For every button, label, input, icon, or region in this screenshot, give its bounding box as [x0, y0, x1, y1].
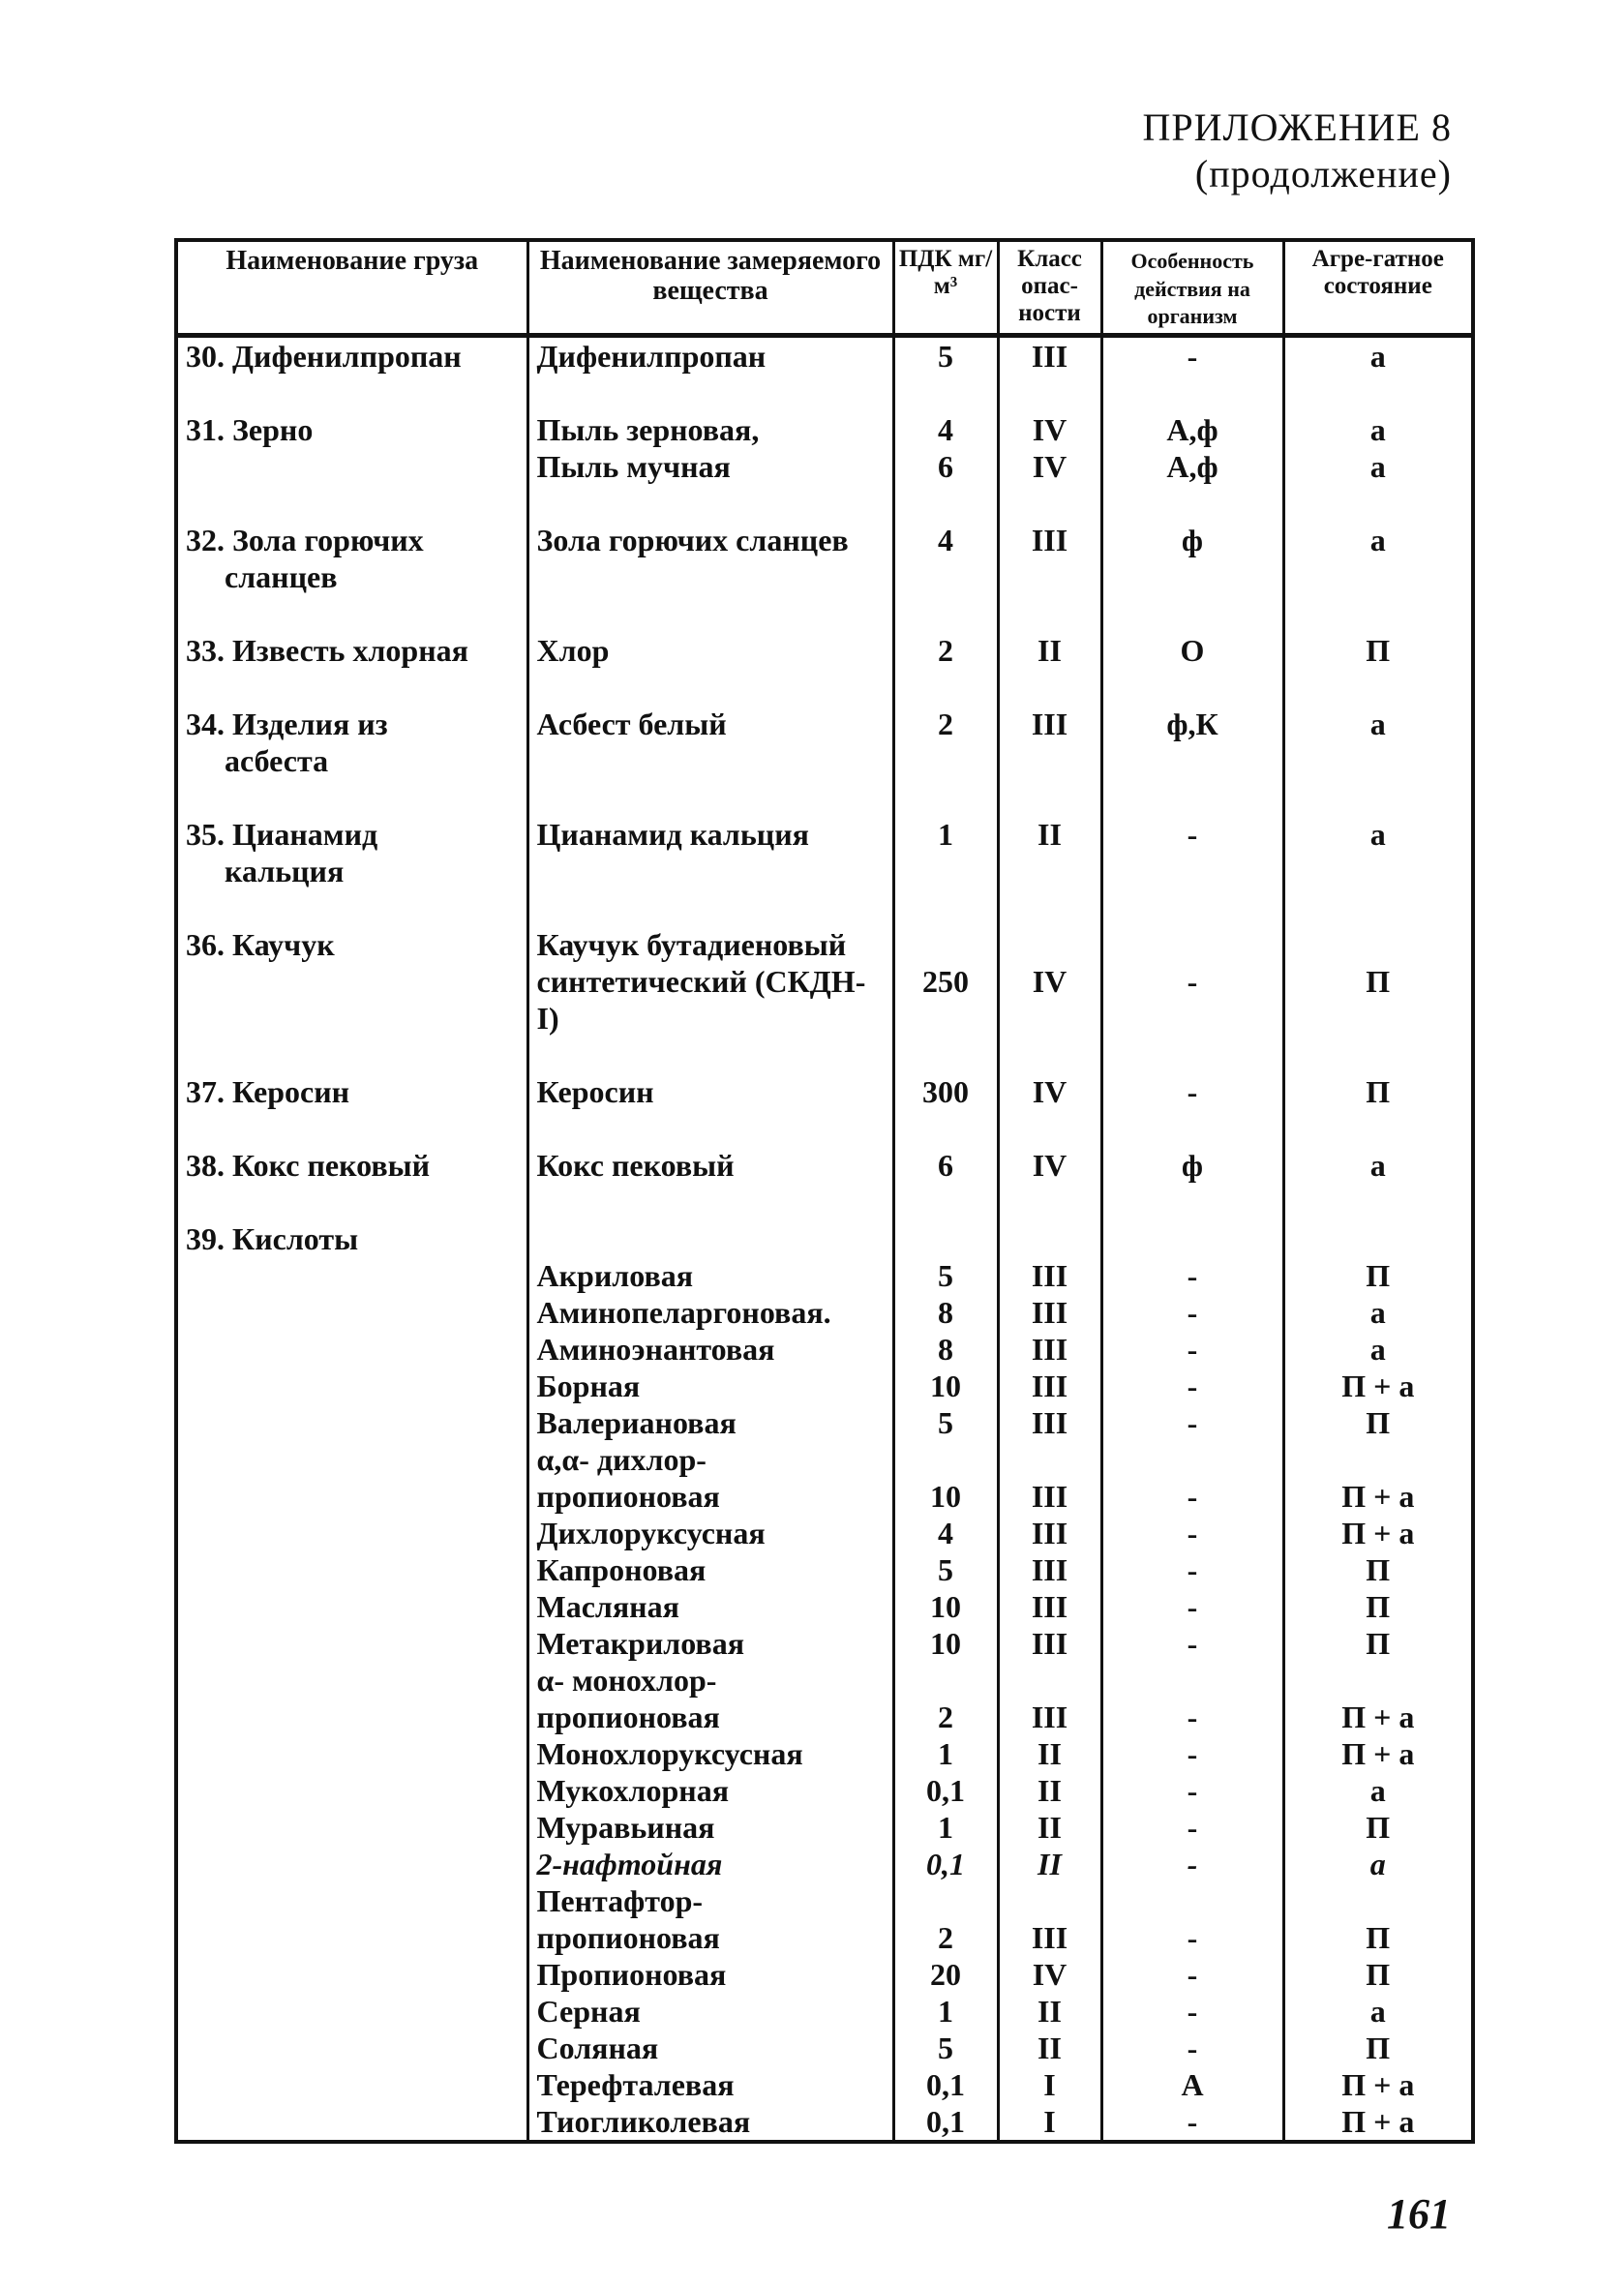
cargo-name-cell	[176, 1147, 527, 1220]
substance-name-cell	[527, 926, 893, 1073]
aggregate-state: П	[1366, 2030, 1391, 2065]
pdk-value-cell	[893, 1220, 998, 2142]
hazard-class: III	[1031, 1588, 1068, 1624]
hazard-class: IV	[1032, 1147, 1068, 1183]
table-row	[176, 335, 1473, 411]
cargo-name-cell	[176, 632, 527, 706]
hazard-class-cell	[998, 632, 1101, 706]
pdk-value-cell	[893, 1147, 998, 1220]
table-row	[176, 926, 1473, 1073]
substance-name: Пропионовая	[536, 1956, 727, 1992]
aggregate-state: а	[1369, 1846, 1386, 1881]
effect-value: ф	[1181, 1147, 1204, 1183]
aggregate-state-cell	[1283, 1220, 1473, 2142]
aggregate-state: П	[1366, 963, 1391, 999]
substance-name-cell	[527, 411, 893, 522]
effect-value: -	[1187, 1846, 1198, 1881]
aggregate-state: П + а	[1341, 1735, 1415, 1771]
aggregate-state: а	[1369, 1294, 1386, 1330]
pdk-value: 1	[938, 816, 953, 852]
pdk-value: 8	[938, 1294, 953, 1330]
effect-value: -	[1187, 1404, 1198, 1440]
aggregate-state: а	[1369, 448, 1386, 484]
pdk-value: 10	[930, 1625, 961, 1661]
effect-value: -	[1187, 1956, 1198, 1992]
substance-name: Каучук бутадиеновый синтетический (СКДН-I)	[536, 926, 866, 1036]
page-number: 161	[1387, 2190, 1451, 2238]
pdk-value: 4	[938, 411, 953, 447]
effect-value: -	[1187, 1699, 1198, 1734]
cargo-name-cell	[176, 411, 527, 522]
table-row	[176, 1220, 1473, 2142]
pdk-value: 1	[938, 1993, 953, 2029]
effect-value: ф,К	[1166, 706, 1218, 741]
pdk-value: 4	[938, 1515, 953, 1550]
hazard-class: III	[1031, 1368, 1068, 1403]
effect-value-cell	[1101, 706, 1283, 816]
hazard-class: III	[1031, 1478, 1068, 1514]
aggregate-state: П	[1366, 632, 1391, 668]
effect-value: -	[1187, 1515, 1198, 1550]
pdk-value: 10	[930, 1368, 961, 1403]
substance-name: Асбест белый	[536, 706, 727, 741]
aggregate-state: а	[1369, 1993, 1386, 2029]
cargo-name: 33. Известь хлорная	[186, 632, 468, 668]
substance-name: Борная	[536, 1368, 641, 1403]
aggregate-state: П + а	[1341, 1699, 1415, 1734]
pdk-value: 0,1	[926, 2103, 965, 2139]
aggregate-state: а	[1369, 411, 1386, 447]
effect-value: -	[1187, 1625, 1198, 1661]
hazard-class-cell	[998, 1220, 1101, 2142]
substance-name: Тиогликолевая	[536, 2103, 751, 2139]
hazard-class: III	[1031, 522, 1068, 557]
pdk-value-cell	[893, 706, 998, 816]
hazard-class: II	[1038, 1993, 1062, 2029]
substance-name: Монохлоруксусная	[536, 1735, 803, 1771]
aggregate-state-cell	[1283, 706, 1473, 816]
pdk-value: 5	[938, 1551, 953, 1587]
substance-name: Дихлоруксусная	[536, 1515, 766, 1550]
effect-value: -	[1187, 1368, 1198, 1403]
effect-value: -	[1187, 2030, 1198, 2065]
aggregate-state-cell	[1283, 1147, 1473, 1220]
hazard-class: III	[1031, 1515, 1068, 1550]
hazard-class: II	[1038, 632, 1062, 668]
substance-name: Акриловая	[536, 1257, 694, 1293]
table-body	[176, 335, 1473, 2142]
effect-value: -	[1187, 1551, 1198, 1587]
cargo-name: 35. Цианамид	[186, 816, 378, 852]
substance-name: Валериановая	[536, 1404, 737, 1440]
aggregate-state: а	[1369, 1331, 1386, 1367]
substance-name: α,α- дихлор-пропионовая	[536, 1441, 720, 1514]
hazard-class: IV	[1032, 448, 1068, 484]
substance-name: Масляная	[536, 1588, 679, 1624]
hazard-class-cell	[998, 411, 1101, 522]
substance-name: Аминоэнантовая	[536, 1331, 775, 1367]
pdk-value-cell	[893, 411, 998, 522]
hazard-class: III	[1031, 1551, 1068, 1587]
substance-name: Зола горючих сланцев	[536, 522, 849, 557]
substance-name: Пыль мучная	[536, 448, 731, 484]
aggregate-state-cell	[1283, 411, 1473, 522]
table-header-row	[176, 240, 1473, 335]
pdk-value: 0,1	[926, 1846, 965, 1881]
pdk-value: 0,1	[926, 1772, 965, 1808]
substance-name-cell	[527, 335, 893, 411]
substance-name: Кокс пековый	[536, 1147, 735, 1183]
hazard-class: III	[1031, 1625, 1068, 1661]
aggregate-state: П	[1366, 1809, 1391, 1845]
hazard-class: III	[1031, 1331, 1068, 1367]
hazard-class: I	[1043, 2066, 1056, 2102]
effect-value: -	[1187, 1772, 1198, 1808]
effect-value: ф	[1181, 522, 1204, 557]
cargo-name-continuation: асбеста	[225, 742, 329, 778]
effect-value: -	[1187, 1257, 1198, 1293]
substance-name-cell	[527, 706, 893, 816]
hazard-class: II	[1038, 1735, 1062, 1771]
effect-value: -	[1187, 338, 1198, 374]
appendix-subtitle: (продолжение)	[1194, 152, 1452, 196]
hazard-class-cell	[998, 1147, 1101, 1220]
cargo-name-continuation: кальция	[225, 853, 345, 888]
aggregate-state: П	[1366, 1625, 1391, 1661]
table-row	[176, 522, 1473, 632]
col-header-substance: Наименование замеряемого вещества	[527, 240, 893, 335]
cargo-name-cell	[176, 335, 527, 411]
table-row	[176, 411, 1473, 522]
effect-value-cell	[1101, 1147, 1283, 1220]
pdk-value: 1	[938, 1809, 953, 1845]
effect-value-cell	[1101, 411, 1283, 522]
aggregate-state: П + а	[1341, 1368, 1415, 1403]
effect-value: -	[1187, 2103, 1198, 2139]
aggregate-state: П	[1366, 1588, 1391, 1624]
cargo-name: 34. Изделия из	[186, 706, 388, 741]
pdk-value: 2	[938, 706, 953, 741]
substance-name: Серная	[536, 1993, 641, 2029]
pdk-value: 250	[922, 963, 969, 999]
hazard-class-cell	[998, 706, 1101, 816]
effect-value-cell	[1101, 522, 1283, 632]
aggregate-state: П + а	[1341, 1478, 1415, 1514]
hazard-class: IV	[1032, 1073, 1068, 1109]
effect-value: -	[1187, 963, 1198, 999]
pdk-value: 10	[930, 1478, 961, 1514]
hazard-class: I	[1043, 2103, 1056, 2139]
aggregate-state-cell	[1283, 816, 1473, 926]
effect-value: О	[1180, 632, 1205, 668]
cargo-name: 36. Каучук	[186, 926, 335, 962]
aggregate-state: П + а	[1341, 2066, 1415, 2102]
col-header-effect: Особенность действия на организм	[1101, 240, 1283, 335]
pdk-value: 0,1	[926, 2066, 965, 2102]
cargo-name-cell	[176, 926, 527, 1073]
cargo-name: 38. Кокс пековый	[186, 1147, 431, 1183]
substance-name: Терефталевая	[536, 2066, 735, 2102]
table-row	[176, 816, 1473, 926]
pdk-value: 8	[938, 1331, 953, 1367]
table-row	[176, 1073, 1473, 1147]
pdk-value-cell	[893, 632, 998, 706]
pdk-value: 300	[922, 1073, 969, 1109]
effect-value: А,ф	[1166, 448, 1218, 484]
aggregate-state: П + а	[1341, 1515, 1415, 1550]
aggregate-state-cell	[1283, 522, 1473, 632]
hazard-class-cell	[998, 816, 1101, 926]
effect-value-cell	[1101, 926, 1283, 1073]
cargo-name-cell	[176, 706, 527, 816]
aggregate-state: П	[1366, 1404, 1391, 1440]
substance-name: Пыль зерновая,	[536, 411, 760, 447]
aggregate-state: а	[1369, 1772, 1386, 1808]
pdk-value: 2	[938, 1919, 953, 1955]
hazard-class: II	[1038, 816, 1062, 852]
aggregate-state: а	[1369, 1147, 1386, 1183]
aggregate-state: П	[1366, 1956, 1391, 1992]
pdk-value: 5	[938, 1404, 953, 1440]
table-row	[176, 706, 1473, 816]
col-header-pdk: ПДК мг/м³	[893, 240, 998, 335]
substance-name: Соляная	[536, 2030, 659, 2065]
substance-name: Керосин	[536, 1073, 654, 1109]
hazard-class-cell	[998, 335, 1101, 411]
hazard-class: II	[1038, 1846, 1062, 1881]
hazard-class: III	[1031, 1294, 1068, 1330]
pdk-value: 5	[938, 338, 953, 374]
substance-name-cell	[527, 816, 893, 926]
cargo-name-continuation: сланцев	[225, 558, 338, 594]
substance-name: Пентафтор-пропионовая	[536, 1882, 720, 1955]
effect-value-cell	[1101, 632, 1283, 706]
aggregate-state: П	[1366, 1919, 1391, 1955]
hazard-class-cell	[998, 926, 1101, 1073]
cargo-name-cell	[176, 1073, 527, 1147]
table-row	[176, 632, 1473, 706]
substance-name: Мукохлорная	[536, 1772, 729, 1808]
aggregate-state-cell	[1283, 926, 1473, 1073]
aggregate-state: а	[1369, 522, 1386, 557]
substance-name-cell	[527, 1220, 893, 2142]
hazard-class-cell	[998, 522, 1101, 632]
effect-value-cell	[1101, 816, 1283, 926]
hazard-class-cell	[998, 1073, 1101, 1147]
appendix-title: ПРИЛОЖЕНИЕ 8	[1142, 105, 1452, 149]
substance-name-cell	[527, 1147, 893, 1220]
pdk-value: 6	[938, 448, 953, 484]
aggregate-state: П + а	[1341, 2103, 1415, 2139]
aggregate-state: П	[1366, 1073, 1391, 1109]
pdk-value: 2	[938, 632, 953, 668]
aggregate-state: П	[1366, 1257, 1391, 1293]
hazard-class: III	[1031, 338, 1068, 374]
effect-value-cell	[1101, 335, 1283, 411]
aggregate-state: а	[1369, 816, 1386, 852]
aggregate-state-cell	[1283, 1073, 1473, 1147]
hazard-class: III	[1031, 1257, 1068, 1293]
hazard-class: III	[1031, 1699, 1068, 1734]
effect-value-cell	[1101, 1073, 1283, 1147]
hazard-class: II	[1038, 1809, 1062, 1845]
hazard-class: IV	[1032, 411, 1068, 447]
hazard-class: III	[1031, 1919, 1068, 1955]
hazard-class: IV	[1032, 963, 1068, 999]
effect-value: -	[1187, 816, 1198, 852]
effect-value: -	[1187, 1294, 1198, 1330]
pdk-value-cell	[893, 335, 998, 411]
pdk-value: 1	[938, 1735, 953, 1771]
cargo-name: 31. Зерно	[186, 411, 314, 447]
effect-value: -	[1187, 1809, 1198, 1845]
pdk-value-cell	[893, 1073, 998, 1147]
table-row	[176, 1147, 1473, 1220]
substance-name-cell	[527, 522, 893, 632]
effect-value: -	[1187, 1478, 1198, 1514]
hazard-class: II	[1038, 2030, 1062, 2065]
col-header-state: Агре-гатное состояние	[1283, 240, 1473, 335]
pdk-value: 4	[938, 522, 953, 557]
cargo-name: 37. Керосин	[186, 1073, 350, 1109]
effect-value: -	[1187, 1919, 1198, 1955]
effect-value: А	[1181, 2066, 1204, 2102]
effect-value: А,ф	[1166, 411, 1218, 447]
substance-name: Капроновая	[536, 1551, 707, 1587]
pdk-value-cell	[893, 522, 998, 632]
substance-name: 2-нафтойная	[536, 1846, 723, 1881]
hazard-class: IV	[1032, 1956, 1068, 1992]
effect-value: -	[1187, 1735, 1198, 1771]
aggregate-state: а	[1369, 706, 1386, 741]
pdk-value: 10	[930, 1588, 961, 1624]
hazard-class: III	[1031, 706, 1068, 741]
pdk-value: 6	[938, 1147, 953, 1183]
cargo-name: 39. Кислоты	[186, 1220, 359, 1256]
substance-name: Цианамид кальция	[536, 816, 809, 852]
substance-name: Хлор	[536, 632, 610, 668]
cargo-name: 30. Дифенилпропан	[186, 338, 462, 374]
hazard-class: III	[1031, 1404, 1068, 1440]
substance-name: Муравьиная	[536, 1809, 715, 1845]
pdk-value: 5	[938, 2030, 953, 2065]
hazard-class: II	[1038, 1772, 1062, 1808]
effect-value: -	[1187, 1331, 1198, 1367]
pdk-value-cell	[893, 926, 998, 1073]
substance-name: Метакриловая	[536, 1625, 745, 1661]
substance-name: α- монохлор-пропионовая	[536, 1662, 720, 1734]
pdk-value: 2	[938, 1699, 953, 1734]
substance-name: Дифенилпропан	[536, 338, 767, 374]
effect-value: -	[1187, 1993, 1198, 2029]
substance-name: Аминопеларгоновая.	[536, 1294, 831, 1330]
pdk-value-cell	[893, 816, 998, 926]
aggregate-state: П	[1366, 1551, 1391, 1587]
col-header-hazard-class: Класс опас-ности	[998, 240, 1101, 335]
cargo-name-cell	[176, 816, 527, 926]
aggregate-state-cell	[1283, 335, 1473, 411]
pdk-value: 20	[930, 1956, 961, 1992]
effect-value: -	[1187, 1588, 1198, 1624]
cargo-substance-table	[174, 238, 1475, 2144]
cargo-name-cell	[176, 522, 527, 632]
aggregate-state-cell	[1283, 632, 1473, 706]
aggregate-state: а	[1369, 338, 1386, 374]
effect-value: -	[1187, 1073, 1198, 1109]
cargo-name-cell	[176, 1220, 527, 2142]
pdk-value: 5	[938, 1257, 953, 1293]
substance-name-cell	[527, 632, 893, 706]
substance-name-cell	[527, 1073, 893, 1147]
col-header-cargo: Наименование груза	[176, 240, 527, 335]
cargo-name: 32. Зола горючих	[186, 522, 424, 557]
effect-value-cell	[1101, 1220, 1283, 2142]
